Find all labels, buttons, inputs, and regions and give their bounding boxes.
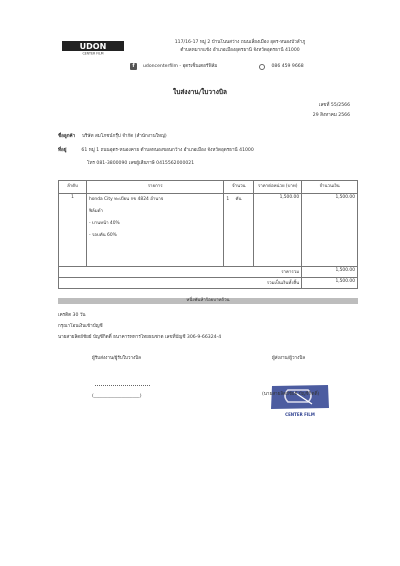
total-row bbox=[59, 267, 358, 278]
customer-name: บริษัท สมโภชน์กรุ๊ป จำกัด (สำนักงานใหญ่) bbox=[82, 134, 167, 139]
receiver-signature-label: ผู้รับส่งงาน/ผู้รับใบวางบิล bbox=[92, 356, 141, 361]
payment-instruction: กรุณาโอนเงินเข้าบัญชี bbox=[58, 324, 103, 329]
stamp-text: CENTER FILM bbox=[285, 412, 315, 417]
customer-name-row bbox=[58, 134, 167, 139]
customer-address-label: ที่อยู่ bbox=[58, 148, 67, 153]
bank-details: นายสายลิตย์ชัยย์ บัญชีกิตติ์ ธนาคารทหารไทยธนชาต เลขที่บัญชี 306-9-66324-4 bbox=[58, 335, 222, 340]
logo-text: UDON bbox=[79, 42, 107, 51]
row-unit: คัน bbox=[235, 197, 242, 202]
grand-total-value: 1,500.00 bbox=[302, 278, 358, 289]
logo-subtext: CENTER FILM bbox=[82, 51, 104, 55]
facebook-handle: udoncenterfilm - อุดรเซ็นเตอร์ฟิล์ม bbox=[143, 63, 218, 69]
company-stamp bbox=[268, 382, 332, 422]
document-date: 29 สิงหาคม 2566 bbox=[312, 113, 350, 118]
header-item: รายการ bbox=[86, 181, 223, 194]
phone-icon bbox=[259, 64, 265, 70]
header-amount: จำนวนเงิน bbox=[302, 181, 358, 194]
customer-address-row bbox=[58, 148, 254, 153]
items-table bbox=[58, 180, 358, 289]
company-logo bbox=[62, 40, 124, 54]
grand-total-label: รวมเป็นเงินทั้งสิ้น bbox=[59, 278, 302, 289]
detail-line: - บานหน้า 40% bbox=[88, 221, 120, 226]
row-price: 1,500.00 bbox=[254, 194, 302, 267]
credit-terms: เครดิต 30 วัน bbox=[58, 313, 86, 318]
document-number: เลขที่ 55/2566 bbox=[318, 103, 350, 108]
sender-signature-label: ผู้ส่งงาน/ผู้วางบิล bbox=[272, 356, 306, 361]
customer-name-label: ชื่อลูกค้า bbox=[58, 134, 76, 139]
document-title: ใบส่งงาน/ใบวางบิล bbox=[173, 88, 227, 96]
header-no: ลำดับ bbox=[59, 181, 87, 194]
company-address-line1: 117/16-17 หมู่ 2 บ้านโนนสว่าง ถนนเลี่ยงเมือง อุดร-หนองบัวลำภู bbox=[174, 40, 306, 45]
customer-address: 61 หมู่ 1 ถนนอุดร-หนองคาย ตำบลหนองขอนกว้าง อำเภอเมือง จังหวัดอุดรธานี 41000 bbox=[81, 148, 254, 153]
contact-row bbox=[130, 63, 304, 70]
row-qty: 1 bbox=[226, 197, 230, 202]
row-qty-cell bbox=[224, 194, 254, 267]
header-qty: จำนวน bbox=[224, 181, 254, 194]
header-unit-price: ราคาต่อหน่วย (บาท) bbox=[254, 181, 302, 194]
row-no: 1 bbox=[59, 194, 87, 267]
receiver-signature-line bbox=[95, 385, 150, 386]
company-address-line2: ตำบลหมากแข้ง อำเภอเมืองอุดรธานี จังหวัดอุดรธานี 41000 bbox=[180, 48, 300, 53]
company-phone: 086 459 9668 bbox=[271, 63, 304, 69]
sender-name-parenthesis: (นายสายลิตย์ชัยย์ บัญชีกิตติ์) bbox=[262, 392, 320, 397]
detail-line: ฟิล์มดำ bbox=[88, 209, 103, 214]
customer-contact: โทร 081-3800090 เลขผู้เสียภาษี 0415562000021 bbox=[87, 161, 195, 166]
row-item: honda City ทะเบียน กข 4824 อำนาจ bbox=[88, 197, 164, 202]
total-value: 1,500.00 bbox=[302, 267, 358, 278]
facebook-icon: f bbox=[130, 63, 137, 70]
row-item-cell bbox=[86, 194, 223, 267]
total-label: ราคารวม bbox=[59, 267, 302, 278]
amount-in-words: หนึ่งพันห้าร้อยบาทถ้วน bbox=[58, 298, 358, 304]
receiver-name-parenthesis: (____________________) bbox=[92, 394, 142, 399]
detail-line: - รอบคัน 60% bbox=[88, 233, 117, 238]
grand-total-row bbox=[59, 278, 358, 289]
table-row bbox=[59, 194, 358, 267]
table-header-row bbox=[59, 181, 358, 194]
row-amount: 1,500.00 bbox=[302, 194, 358, 267]
